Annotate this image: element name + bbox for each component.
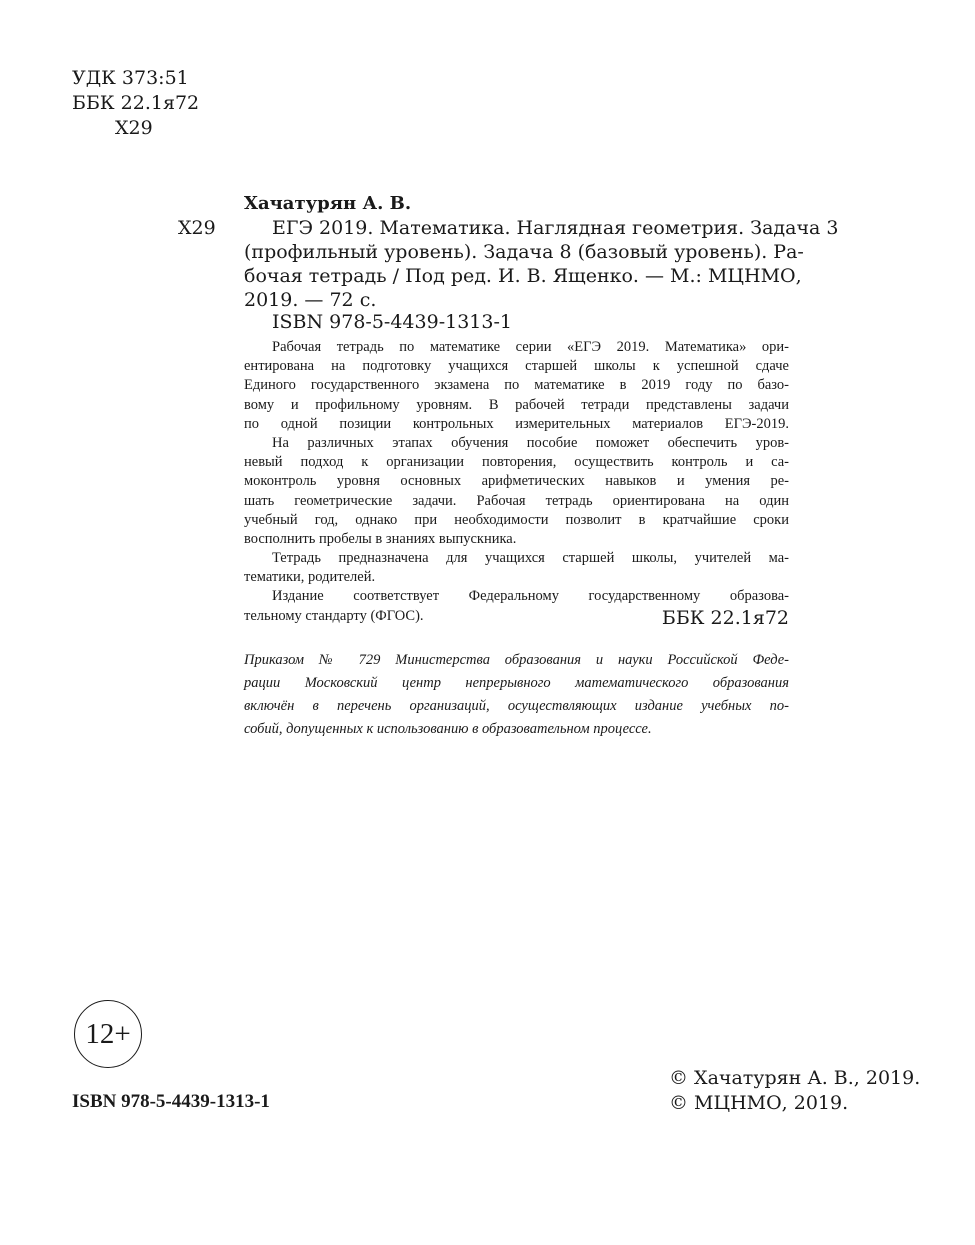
bbk-code-right: ББК 22.1я72 (661, 607, 789, 629)
order-line: Приказом № 729 Министерства образования и науки Российской Феде- (244, 652, 789, 668)
annotation-line: учебный год, однако при необходимости позволит в кратчайшие сроки (244, 511, 789, 528)
annotation-line: моконтроль уровня основных арифметических навыков и умения ре- (244, 473, 789, 490)
order-line: рации Московский центр непрерывного математического образования (244, 675, 789, 691)
annotation-line: по одной позиции контрольных измерительных материалов ЕГЭ-2019. (244, 415, 789, 432)
age-rating-label: 12+ (85, 1017, 131, 1050)
annotation-line: ентирована на подготовку учащихся старшей школы к успешной сдаче (244, 358, 789, 375)
annotation-line: Тетрадь предназначена для учащихся старшей школы, учителей ма- (272, 550, 789, 567)
ministry-order-note (244, 649, 789, 741)
annotation-line: восполнить пробелы в знаниях выпускника. (244, 530, 517, 547)
bbk-code: ББК 22.1я72 (72, 92, 200, 114)
isbn-entry: ISBN 978-5-4439-1313-1 (272, 311, 512, 333)
biblio-line: (профильный уровень). Задача 8 (базовый уровень). Ра- (244, 241, 804, 263)
annotation-line: Издание соответствует Федеральному государственному образова- (272, 588, 789, 605)
order-line: собий, допущенных к использованию в образовательном процессе. (244, 721, 652, 737)
author-sign-top: Х29 (115, 117, 153, 139)
copyright-publisher: © МЦНМО, 2019. (669, 1092, 849, 1114)
annotation-line: Единого государственного экзамена по математике в 2019 году по базо- (244, 377, 789, 394)
annotation-line: тематики, родителей. (244, 569, 376, 586)
copyright-author: © Хачатурян А. В., 2019. (669, 1067, 921, 1089)
bibliographic-description (244, 216, 839, 312)
author-sign-left: Х29 (178, 217, 216, 239)
biblio-line: 2019. — 72 с. (244, 289, 377, 311)
age-rating-badge (74, 1000, 142, 1068)
annotation (244, 338, 789, 626)
biblio-line: ЕГЭ 2019. Математика. Наглядная геометрия. Задача 3 (272, 217, 839, 239)
isbn-bottom: ISBN 978-5-4439-1313-1 (72, 1091, 270, 1112)
annotation-line: На различных этапах обучения пособие поможет обеспечить уров- (272, 434, 789, 451)
annotation-line: вому и профильному уровням. В рабочей тетради представлены задачи (244, 396, 789, 413)
annotation-line: Рабочая тетрадь по математике серии «ЕГЭ 2019. Математика» ори- (272, 339, 789, 355)
annotation-line: тельному стандарту (ФГОС). (244, 607, 424, 624)
biblio-line: бочая тетрадь / Под ред. И. В. Ященко. — М.: МЦНМО, (244, 265, 802, 287)
udk-code: УДК 373:51 (72, 67, 189, 89)
order-line: включён в перечень организаций, осуществляющих издание учебных по- (244, 698, 789, 714)
annotation-line: шать геометрические задачи. Рабочая тетрадь ориентирована на один (244, 492, 789, 509)
annotation-line: невый подход к организации повторения, осуществить контроль и са- (244, 454, 789, 471)
author-name: Хачатурян А. В. (244, 193, 412, 214)
